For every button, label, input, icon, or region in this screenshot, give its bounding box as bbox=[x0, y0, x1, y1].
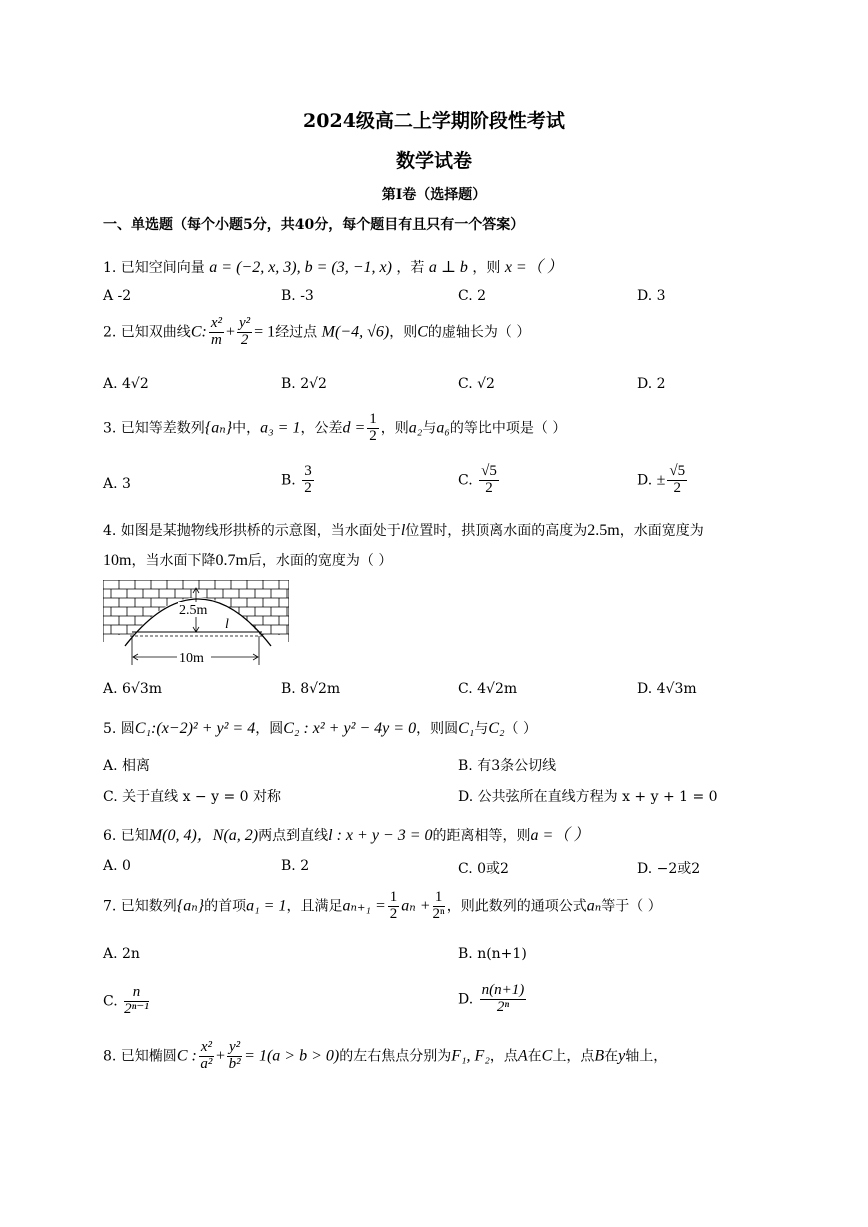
q5-c2b: C₂ bbox=[488, 720, 505, 737]
q5-option-d[interactable]: D. 公共弦所在直线方程为 x + y + 1 = 0 bbox=[458, 789, 718, 805]
q7-ask: 等于（ ） bbox=[601, 898, 662, 915]
q8-frac2 bbox=[227, 1040, 242, 1073]
q8-C2: C bbox=[541, 1047, 553, 1065]
q1-option-d[interactable]: D. 3 bbox=[637, 288, 666, 304]
q2-frac1 bbox=[209, 316, 224, 349]
q5-mid: ，圆 bbox=[255, 721, 284, 737]
q3-optc-label: C. bbox=[458, 472, 473, 489]
exam-title: 2024级高二上学期阶段性考试 bbox=[303, 110, 565, 132]
q5-option-b[interactable]: B. 有3条公切线 bbox=[458, 758, 557, 774]
q3-optb-label: B. bbox=[281, 472, 296, 489]
q3-option-b[interactable] bbox=[281, 464, 316, 497]
q7-optc-label: C. bbox=[103, 993, 118, 1010]
q7-option-b[interactable]: B. n(n+1) bbox=[458, 946, 527, 962]
q3-d-num: 1 bbox=[369, 411, 377, 427]
q2-ask: 的虚轴长为（ ） bbox=[427, 324, 531, 341]
q2-plus: + bbox=[225, 323, 235, 341]
q5-ask: （ ） bbox=[504, 721, 537, 737]
q8-B: B bbox=[594, 1047, 605, 1065]
q4-l1a: 4. 如图是某抛物线形拱桥的示意图，当水面处于 bbox=[103, 523, 401, 539]
q3-d-frac bbox=[367, 412, 379, 445]
q3-optd-frac bbox=[667, 464, 687, 497]
q5-rest: ，则圆 bbox=[416, 721, 459, 737]
q7-optc-num: n bbox=[124, 985, 149, 1002]
q3-optc-frac bbox=[479, 464, 499, 497]
q3-mid: 中， bbox=[232, 420, 261, 437]
q7-an1: aₙ₊₁ = bbox=[342, 897, 386, 915]
q8-p1: ，点 bbox=[489, 1048, 518, 1065]
q8-A: A bbox=[517, 1047, 528, 1065]
question-1 bbox=[103, 254, 563, 277]
q7-f1d: 2 bbox=[389, 905, 398, 922]
q6-lead: 6. 已知 bbox=[103, 828, 149, 844]
q7-frac2 bbox=[433, 890, 445, 923]
q7-optc-frac bbox=[124, 985, 149, 1018]
q8-plus: + bbox=[215, 1047, 225, 1065]
q2-pass: 经过点 bbox=[275, 324, 318, 341]
q2-option-a[interactable]: A. 4√2 bbox=[103, 376, 149, 392]
question-8 bbox=[103, 1040, 667, 1073]
fig-height-label: 2.5m bbox=[179, 603, 208, 618]
q2-option-c[interactable]: C. √2 bbox=[458, 376, 495, 392]
q4-h: 2.5m bbox=[587, 522, 620, 539]
q2-num2: y² bbox=[239, 315, 251, 331]
q3-a6: a₆ bbox=[436, 419, 450, 437]
q3-optc-num: √5 bbox=[481, 463, 497, 479]
q8-p2: 在 bbox=[527, 1048, 542, 1065]
q5-option-c[interactable]: C. 关于直线 x − y = 0 对称 bbox=[103, 789, 281, 805]
q6-rest: 的距离相等，则 bbox=[432, 828, 531, 844]
q4-l2b: ，当水面下降 bbox=[131, 553, 216, 569]
q6-a: a =（ ） bbox=[530, 827, 590, 844]
q3-seq: {aₙ} bbox=[204, 419, 233, 437]
q7-f1n: 1 bbox=[389, 889, 398, 905]
q3-d: d = bbox=[342, 419, 366, 437]
q6-option-a[interactable]: A. 0 bbox=[103, 858, 131, 874]
q7-optd-den: 2ⁿ bbox=[496, 998, 510, 1015]
q7-optd-label: D. bbox=[458, 991, 474, 1008]
q7-f2n: 1 bbox=[433, 890, 445, 907]
q7-optc-den: 2ⁿ⁻¹ bbox=[124, 1000, 149, 1017]
question-6 bbox=[103, 822, 589, 845]
q1-option-b[interactable]: B. -3 bbox=[281, 288, 314, 304]
q7-rest: ，则此数列的通项公式 bbox=[446, 898, 587, 915]
question-2 bbox=[103, 316, 530, 349]
q7-optd-frac bbox=[480, 983, 527, 1016]
q2-lead: 2. 已知双曲线 bbox=[103, 324, 191, 341]
q3-rest: ，则 bbox=[380, 420, 409, 437]
q7-an: aₙ + bbox=[401, 897, 431, 915]
bridge-figure bbox=[103, 580, 289, 666]
q2-den1: m bbox=[210, 331, 222, 348]
q6-mid: 两点到直线 bbox=[258, 828, 329, 844]
q7-mid: 的首项 bbox=[204, 898, 247, 915]
q3-option-d[interactable] bbox=[637, 464, 689, 497]
q2-curve: C: bbox=[190, 323, 207, 341]
q5-with: 与 bbox=[474, 721, 489, 737]
fig-width-label: 10m bbox=[179, 651, 204, 666]
q4-drop: 0.7m bbox=[215, 552, 248, 569]
q6-option-d[interactable]: D. −2或2 bbox=[637, 861, 701, 877]
q8-frac1 bbox=[199, 1040, 214, 1073]
q3-lead: 3. 已知等差数列 bbox=[103, 420, 205, 437]
q5-lead: 5. 圆 bbox=[103, 721, 135, 737]
q4-option-a[interactable]: A. 6√3m bbox=[103, 681, 163, 697]
q3-option-a[interactable]: A. 3 bbox=[103, 476, 131, 492]
q2-option-b[interactable]: B. 2√2 bbox=[281, 376, 327, 392]
q4-option-c[interactable]: C. 4√2m bbox=[458, 681, 518, 697]
section-heading: 一、单选题（每个小题5分，共40分，每个题目有且只有一个答案） bbox=[103, 217, 525, 233]
q3-optd-label: D. bbox=[637, 472, 653, 489]
q6-line: l : x + y − 3 = 0 bbox=[328, 827, 433, 844]
q1-x: x =（ ） bbox=[504, 259, 563, 276]
q2-eq: = 1 bbox=[254, 323, 276, 341]
q2-den2: 2 bbox=[240, 331, 249, 348]
q5-c1b: C₁ bbox=[458, 720, 475, 737]
q7-lead: 7. 已知数列 bbox=[103, 898, 177, 915]
question-5 bbox=[103, 718, 537, 738]
q5-c1: C₁:(x−2)² + y² = 4 bbox=[134, 720, 256, 737]
q3-optd-den: 2 bbox=[673, 479, 682, 496]
q1-vectors: a = (−2, x, 3), b = (3, −1, x) bbox=[209, 259, 392, 276]
q7-ann: aₙ bbox=[586, 897, 602, 915]
q2-c: C bbox=[417, 323, 428, 341]
q7-a1: a₁ = 1 bbox=[246, 897, 287, 915]
q1-option-a[interactable]: A -2 bbox=[103, 288, 132, 304]
q5-c2: C₂ : x² + y² − 4y = 0 bbox=[283, 720, 417, 737]
q3-optb-frac bbox=[302, 464, 314, 497]
q4-l1b: 位置时，拱顶离水面的高度为 bbox=[405, 523, 588, 539]
q7-option-d[interactable] bbox=[458, 983, 528, 1016]
q7-option-a[interactable]: A. 2n bbox=[103, 946, 140, 962]
q3-a2: a₂ bbox=[408, 419, 423, 437]
q3-optd-num: √5 bbox=[669, 463, 686, 479]
q8-c: C : bbox=[176, 1047, 197, 1065]
q8-p5: 轴上， bbox=[625, 1048, 668, 1065]
q6-m: M(0, 4) bbox=[148, 827, 197, 844]
q1-ask: ，则 bbox=[472, 260, 501, 276]
q7-cond: ，且满足 bbox=[286, 898, 343, 915]
q2-frac2 bbox=[237, 316, 252, 349]
q3-d-den: 2 bbox=[369, 427, 377, 444]
q1-lead: 1. 已知空间向量 bbox=[103, 260, 205, 276]
q3-optd-pm: ± bbox=[656, 471, 666, 489]
q7-frac1 bbox=[388, 890, 400, 923]
volume-label: 第I卷（选择题） bbox=[381, 187, 487, 203]
q8-foci: F₁, F₂ bbox=[451, 1047, 490, 1065]
q8-p3: 上，点 bbox=[552, 1048, 595, 1065]
fig-l-label: l bbox=[225, 617, 229, 632]
q4-w: 10m bbox=[103, 552, 132, 569]
question-4-line2 bbox=[103, 550, 392, 570]
q4-l2c: 后，水面的宽度为（ ） bbox=[247, 553, 393, 569]
q3-option-c[interactable] bbox=[458, 464, 501, 497]
q8-lead: 8. 已知椭圆 bbox=[103, 1048, 177, 1065]
q1-cond: ，若 bbox=[396, 260, 425, 276]
q8-eq: = 1(a > b > 0) bbox=[244, 1047, 340, 1065]
q6-option-c[interactable]: C. 0或2 bbox=[458, 861, 509, 877]
q6-option-b[interactable]: B. 2 bbox=[281, 858, 310, 874]
question-3 bbox=[103, 412, 566, 445]
question-7 bbox=[103, 890, 662, 923]
q8-y: y bbox=[618, 1047, 626, 1065]
question-4-line1 bbox=[103, 520, 704, 540]
q3-optc-den: 2 bbox=[485, 479, 493, 496]
q3-optb-den: 2 bbox=[304, 479, 312, 496]
q8-d1: a² bbox=[200, 1055, 213, 1072]
q6-n: ，N(a, 2) bbox=[196, 827, 259, 844]
q1-option-c[interactable]: C. 2 bbox=[458, 288, 487, 304]
q3-ask: 的等比中项是（ ） bbox=[449, 420, 567, 437]
exam-subtitle: 数学试卷 bbox=[395, 150, 472, 172]
q4-l1c: ，水面宽度为 bbox=[619, 523, 704, 539]
q7-seq: {aₙ} bbox=[176, 897, 205, 915]
q1-perp: a ⊥ b bbox=[428, 259, 468, 276]
q2-option-d[interactable]: D. 2 bbox=[637, 376, 666, 392]
q7-f2d: 2ⁿ bbox=[432, 905, 445, 922]
q2-num1: x² bbox=[210, 315, 222, 331]
q4-option-d[interactable]: D. 4√3m bbox=[637, 681, 697, 697]
q8-d2: b² bbox=[228, 1055, 241, 1072]
q4-l: l bbox=[400, 522, 406, 539]
q3-optb-num: 3 bbox=[304, 463, 312, 479]
q4-option-b[interactable]: B. 8√2m bbox=[281, 681, 341, 697]
q2-point: M(−4, √6) bbox=[321, 323, 390, 341]
q8-n1: x² bbox=[200, 1039, 212, 1055]
q8-p4: 在 bbox=[604, 1048, 619, 1065]
q7-optd-num: n(n+1) bbox=[481, 982, 525, 998]
q2-rest: ，则 bbox=[389, 324, 418, 341]
q3-a3: a₃ = 1 bbox=[260, 419, 301, 437]
q8-rest: 的左右焦点分别为 bbox=[339, 1048, 452, 1065]
q3-with: 与 bbox=[422, 420, 437, 437]
q7-option-c[interactable] bbox=[103, 985, 151, 1018]
q3-d-lead: ，公差 bbox=[300, 420, 343, 437]
q8-n2: y² bbox=[229, 1039, 241, 1055]
q5-option-a[interactable]: A. 相离 bbox=[103, 758, 151, 774]
